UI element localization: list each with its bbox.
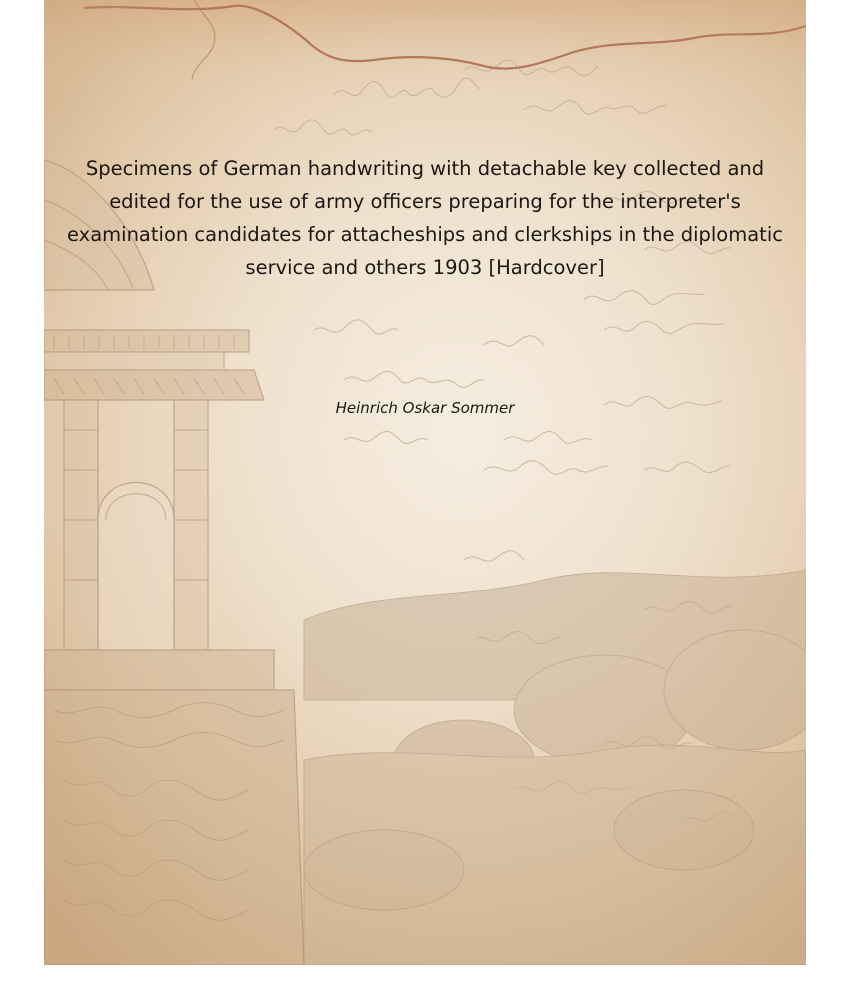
book-author: Heinrich Oskar Sommer [335,399,515,417]
book-title: Specimens of German handwriting with detachable key collected and edited for the use of army officers preparing for the interpreter's examination candidates for attacheships and clerkships in the diplomatic service and others 1903 [Hardcover] [67,157,783,279]
book-cover [44,0,806,965]
title-block [64,152,786,284]
cover-illustration [44,0,806,965]
vignette-overlay [44,0,806,965]
